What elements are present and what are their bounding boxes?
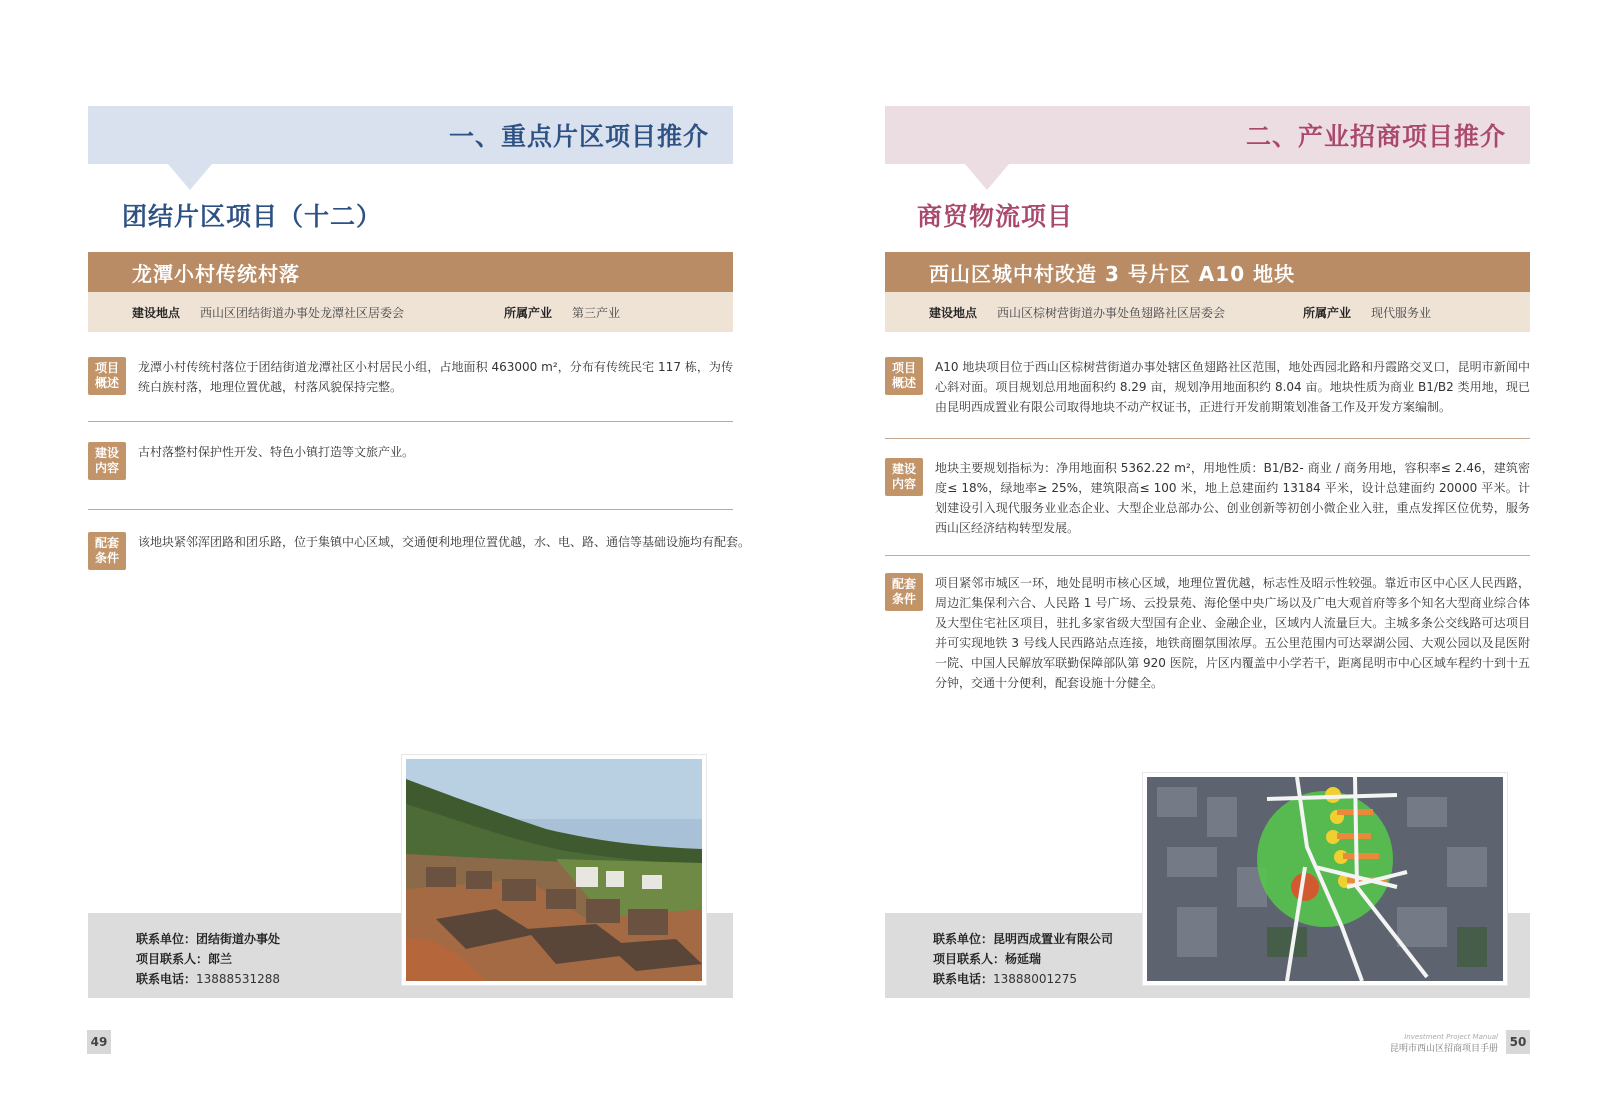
location-label: 建设地点 — [929, 305, 978, 320]
contact-phone-value: 13888531288 — [196, 972, 280, 986]
contact-person-label: 项目联系人： — [136, 952, 209, 966]
location-value: 西山区棕树营街道办事处鱼翅路社区居委会 — [997, 305, 1226, 320]
section-banner — [88, 106, 733, 164]
overview-block — [885, 357, 1530, 417]
contact-unit-label: 联系单位： — [136, 932, 197, 946]
village-photo-image — [406, 759, 702, 981]
right-page — [805, 0, 1610, 1100]
content-text: 地块主要规划指标为：净用地面积 5362.22 m²，用地性质：B1/B2- 商业 / 商务用地，容积率≤ 2.46，建筑密度≤ 18%，绿地率≥ 25%，建筑限高≤ 100 米，地上总建面约 13184 平米，设计总建面约 20000 平米。计划建设引入现代服务业业态企业、大型企业总部办公、创业创新等初创小微企业入驻，重点发挥区位优势，服务西山区经济结构转型发展。 — [935, 461, 1530, 535]
content-block — [88, 442, 748, 480]
overview-badge: 项目概述 — [88, 357, 126, 395]
overview-text: 龙潭小村传统村落位于团结街道龙潭社区小村居民小组，占地面积 463000 m²，分布有传统民宅 117 栋，为传统白族村落，地理位置优越，村落风貌保持完整。 — [138, 360, 733, 394]
manual-caption-en: Investment Project Manual — [1404, 1033, 1498, 1041]
manual-caption — [1390, 1033, 1498, 1054]
facilities-block — [885, 573, 1530, 693]
project-name-bar: 龙潭小村传统村落 — [88, 252, 733, 292]
contact-phone-label: 联系电话： — [933, 972, 994, 986]
section-title: 一、重点片区项目推介 — [448, 122, 709, 151]
overview-block — [88, 357, 733, 397]
industry-value: 现代服务业 — [1371, 305, 1432, 320]
area-title: 商贸物流项目 — [917, 202, 1074, 231]
overview-text: A10 地块项目位于西山区棕树营街道办事处辖区鱼翅路社区范围，地处西园北路和丹霞路交叉口，昆明市新闻中心斜对面。项目规划总用地面积约 8.29 亩，规划净用地面积约 8.04 亩。地块性质为商业 B1/B2 类用地，现已由昆明西成置业有限公司取得地块不动产权证书，正进行开发前期策划准备工作及开发方案编制。 — [935, 360, 1530, 414]
industry-label: 所属产业 — [1303, 305, 1352, 320]
divider — [88, 509, 733, 510]
contact-phone-label: 联系电话： — [136, 972, 197, 986]
contact-unit-value: 团结街道办事处 — [196, 932, 281, 946]
facilities-text: 项目紧邻市城区一环，地处昆明市核心区域，地理位置优越，标志性及昭示性较强。靠近市区中心区人民西路，周边汇集保利六合、人民路 1 号广场、云投景苑、海伦堡中央广场以及广电大观首府等多个知名大型商业综合体及大型住宅社区项目，驻扎多家省级大型国有企业、金融企业，区域内人流量巨大。主城多条公交线路可达项目并可实现地铁 3 号线人民西路站点连接，地铁商圈氛围浓厚。五公里范围内可达翠湖公园、大观公园以及昆医附一院、中国人民解放军联勤保障部队第 920 医院，片区内覆盖中小学若干，距离昆明市中心区域车程约十到十五分钟，交通十分便利，配套设施十分健全。 — [935, 576, 1530, 690]
page-number: 50 — [1506, 1030, 1530, 1054]
contact-unit-value: 昆明西成置业有限公司 — [993, 932, 1114, 946]
project-name-bar: 西山区城中村改造 3 号片区 A10 地块 — [885, 252, 1530, 292]
divider — [88, 421, 733, 422]
banner-pointer — [965, 164, 1009, 190]
banner-pointer — [168, 164, 212, 190]
section-title: 二、产业招商项目推介 — [1245, 122, 1506, 151]
manual-caption-cn: 昆明市西山区招商项目手册 — [1389, 1044, 1498, 1054]
industry-label: 所属产业 — [504, 305, 553, 320]
facilities-badge: 配套条件 — [88, 532, 126, 570]
project-info-row — [885, 292, 1530, 332]
project-info-row — [88, 292, 733, 332]
divider — [885, 555, 1530, 556]
facilities-badge: 配套条件 — [885, 573, 923, 611]
location-value: 西山区团结街道办事处龙潭社区居委会 — [200, 305, 405, 320]
divider — [885, 438, 1530, 439]
content-badge: 建设内容 — [88, 442, 126, 480]
content-block — [885, 458, 1530, 538]
area-title: 团结片区项目（十二） — [122, 202, 383, 231]
contact-person-value: 郎兰 — [208, 952, 233, 966]
content-text: 古村落整村保护性开发、特色小镇打造等文旅产业。 — [138, 445, 415, 459]
industry-group — [1303, 304, 1431, 321]
village-photo — [402, 755, 706, 985]
contact-person-label: 项目联系人： — [933, 952, 1006, 966]
satellite-map — [1147, 777, 1503, 981]
contact-person-value: 杨延瑞 — [1005, 952, 1042, 966]
contact-phone-value: 13888001275 — [993, 972, 1077, 986]
site-map-image — [1143, 773, 1507, 985]
contact-unit-label: 联系单位： — [933, 932, 994, 946]
page-number: 49 — [87, 1030, 111, 1054]
section-banner — [885, 106, 1530, 164]
overview-badge: 项目概述 — [885, 357, 923, 395]
facilities-block — [88, 532, 760, 570]
content-badge: 建设内容 — [885, 458, 923, 496]
industry-value: 第三产业 — [572, 305, 621, 320]
facilities-text: 该地块紧邻浑团路和团乐路，位于集镇中心区域，交通便利地理位置优越，水、电、路、通信等基础设施均有配套。 — [138, 535, 751, 549]
industry-group — [504, 304, 620, 321]
location-label: 建设地点 — [132, 305, 181, 320]
